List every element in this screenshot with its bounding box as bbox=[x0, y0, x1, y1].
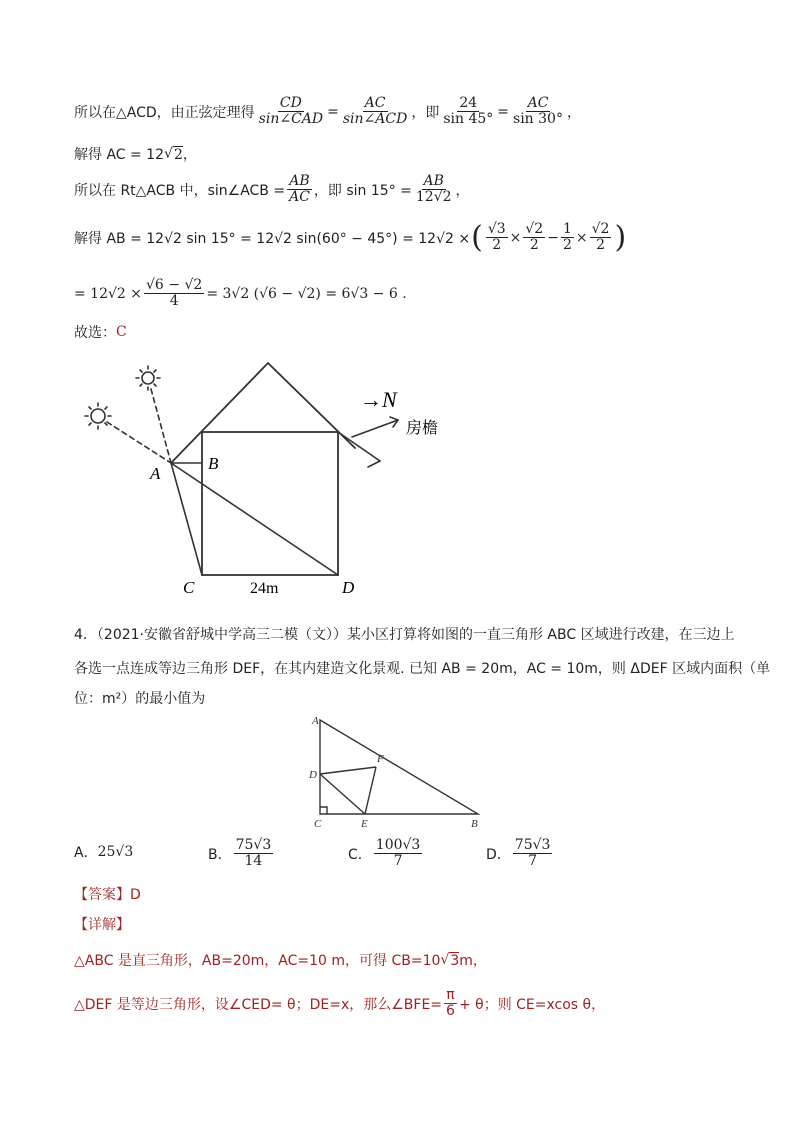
fraction: $\frac{AC}{\text{sin∠ACD}}$ bbox=[342, 95, 408, 128]
line2-prefix: 解得 AC = 12 bbox=[74, 147, 165, 163]
option-d-fraction: $\frac{75√3}{7}$ bbox=[514, 837, 551, 870]
question-line-3: 位：m²）的最小值为 bbox=[74, 691, 206, 707]
option-c-label: C． bbox=[348, 846, 372, 863]
label-N: →N bbox=[360, 387, 397, 412]
fraction: $\frac{√6 - √2}{4}$ bbox=[146, 277, 203, 310]
line4-text: 解得 AB = 12√2 sin 15° = 12√2 sin(60° − 45°) = 12√2 × bbox=[74, 230, 471, 247]
answer-prefix: 故选： bbox=[74, 325, 116, 341]
detail1-suffix: m， bbox=[459, 953, 487, 969]
question-line-2: 各选一点连成等边三角形 DEF，在其内建造文化景观. 已知 AB = 20m，AC = 10m，则 ΔDEF 区域内面积（单 bbox=[74, 661, 771, 677]
line3-mid: ，即 sin 15° = bbox=[313, 182, 412, 199]
option-b[interactable] bbox=[208, 838, 275, 870]
line3-prefix: 所以在 Rt△ACB 中，sin∠ACB = bbox=[74, 182, 286, 199]
label-E: E bbox=[361, 818, 368, 830]
figure-triangle bbox=[0, 712, 794, 832]
fraction: $\frac{24}{\sin 45^\circ}$ bbox=[443, 95, 494, 128]
solution-line-3: 所以在 Rt△ACB 中，sin∠ACB = $\frac{AB}{AC}$ ，即 sin 15° = $\frac{AB}{12√2}$ ， bbox=[74, 173, 470, 206]
line5-prefix: = 12√2 × bbox=[74, 285, 143, 302]
option-a-label: A． bbox=[74, 845, 98, 861]
fraction: $\frac{√2}{2}$ bbox=[591, 221, 610, 254]
detail2-fraction: $\frac{\pi}{6}$ bbox=[446, 987, 455, 1020]
label-C: C bbox=[183, 578, 195, 597]
radicand: 2 bbox=[173, 146, 183, 163]
option-b-fraction: $\frac{75√3}{14}$ bbox=[235, 837, 272, 870]
option-d[interactable] bbox=[486, 838, 554, 870]
label-A2: A bbox=[312, 715, 319, 727]
label-B: B bbox=[208, 454, 219, 473]
fraction: $\frac{√3}{2}$ bbox=[487, 221, 506, 254]
label-B2: B bbox=[471, 818, 478, 830]
detail-line-2 bbox=[74, 988, 605, 1020]
fraction: $\frac{CD}{\text{sin∠CAD}}$ bbox=[258, 95, 324, 128]
option-a-value: 25√3 bbox=[97, 844, 134, 860]
solution-line-2: 解得 AC = 12 √ 2 ， bbox=[74, 146, 197, 163]
line5-rest: = 3√2 (√6 − √2) = 6√3 − 6 . bbox=[206, 285, 407, 302]
label-F: F bbox=[377, 753, 384, 765]
label-D: D bbox=[342, 578, 355, 597]
answer-tag: 【答案】D bbox=[74, 887, 141, 903]
detail-tag: 【详解】 bbox=[74, 917, 130, 933]
label-A: A bbox=[150, 464, 161, 483]
fraction: $\frac{AB}{AC}$ bbox=[289, 173, 310, 206]
sun-icon bbox=[85, 403, 111, 429]
detail2-suffix: + θ；则 CE=xcos θ， bbox=[458, 996, 606, 1013]
solution-line-1: 所以在△ACD，由正弦定理得 $\frac{CD}{\text{sin∠CAD}}$ = $\frac{AC}{\text{sin∠ACD}}$ ，即 $\frac{24}{\sin 45^\circ}$ = $\frac{AC}{\sin 30^\circ}$ ， bbox=[74, 95, 581, 128]
label-D2: D bbox=[309, 769, 317, 781]
option-c[interactable] bbox=[348, 838, 424, 870]
option-d-label: D． bbox=[486, 846, 511, 863]
label-C2: C bbox=[314, 818, 322, 830]
sun-icon bbox=[136, 366, 160, 390]
solution-line-5 bbox=[74, 278, 407, 310]
option-a[interactable] bbox=[74, 842, 133, 862]
line1-mid: ，即 bbox=[411, 104, 440, 121]
option-b-label: B． bbox=[208, 846, 232, 863]
fraction: $\frac{AC}{\sin 30^\circ}$ bbox=[513, 95, 563, 128]
option-c-fraction: $\frac{100√3}{7}$ bbox=[375, 837, 421, 870]
detail1-text: △ABC 是直三角形，AB=20m，AC=10 m，可得 CB=10 bbox=[74, 953, 441, 969]
detail2-text: △DEF 是等边三角形，设∠CED= θ；DE=x，那么∠BFE= bbox=[74, 996, 443, 1013]
question-line-1: 4．（2021·安徽省舒城中学高三二模（文））某小区打算将如图的一直三角形 ABC 区域进行改建，在三边上 bbox=[74, 627, 735, 643]
fraction: $\frac{AB}{12√2}$ bbox=[415, 173, 452, 206]
solution-line-4: 解得 AB = 12√2 sin 15° = 12√2 sin(60° − 45°) = 12√2 × ( $\frac{√3}{2}$ × $\frac{√2}{2}$ − $\frac{1}{2}$ × $\frac{√2}{2}$ ) bbox=[74, 219, 627, 255]
label-distance: 24m bbox=[250, 580, 279, 597]
answer-line bbox=[74, 322, 127, 342]
answer-value: C bbox=[116, 324, 127, 340]
fraction: $\frac{√2}{2}$ bbox=[525, 221, 544, 254]
detail-line-1: △ABC 是直三角形，AB=20m，AC=10 m，可得 CB=10 √ 3 m， bbox=[74, 952, 487, 969]
fraction: $\frac{1}{2}$ bbox=[562, 221, 572, 254]
detail1-radicand: 3 bbox=[450, 952, 460, 969]
line1-prefix: 所以在△ACD，由正弦定理得 bbox=[74, 104, 255, 121]
figure-building bbox=[0, 345, 794, 605]
label-eaves: 房檐 bbox=[406, 420, 439, 437]
